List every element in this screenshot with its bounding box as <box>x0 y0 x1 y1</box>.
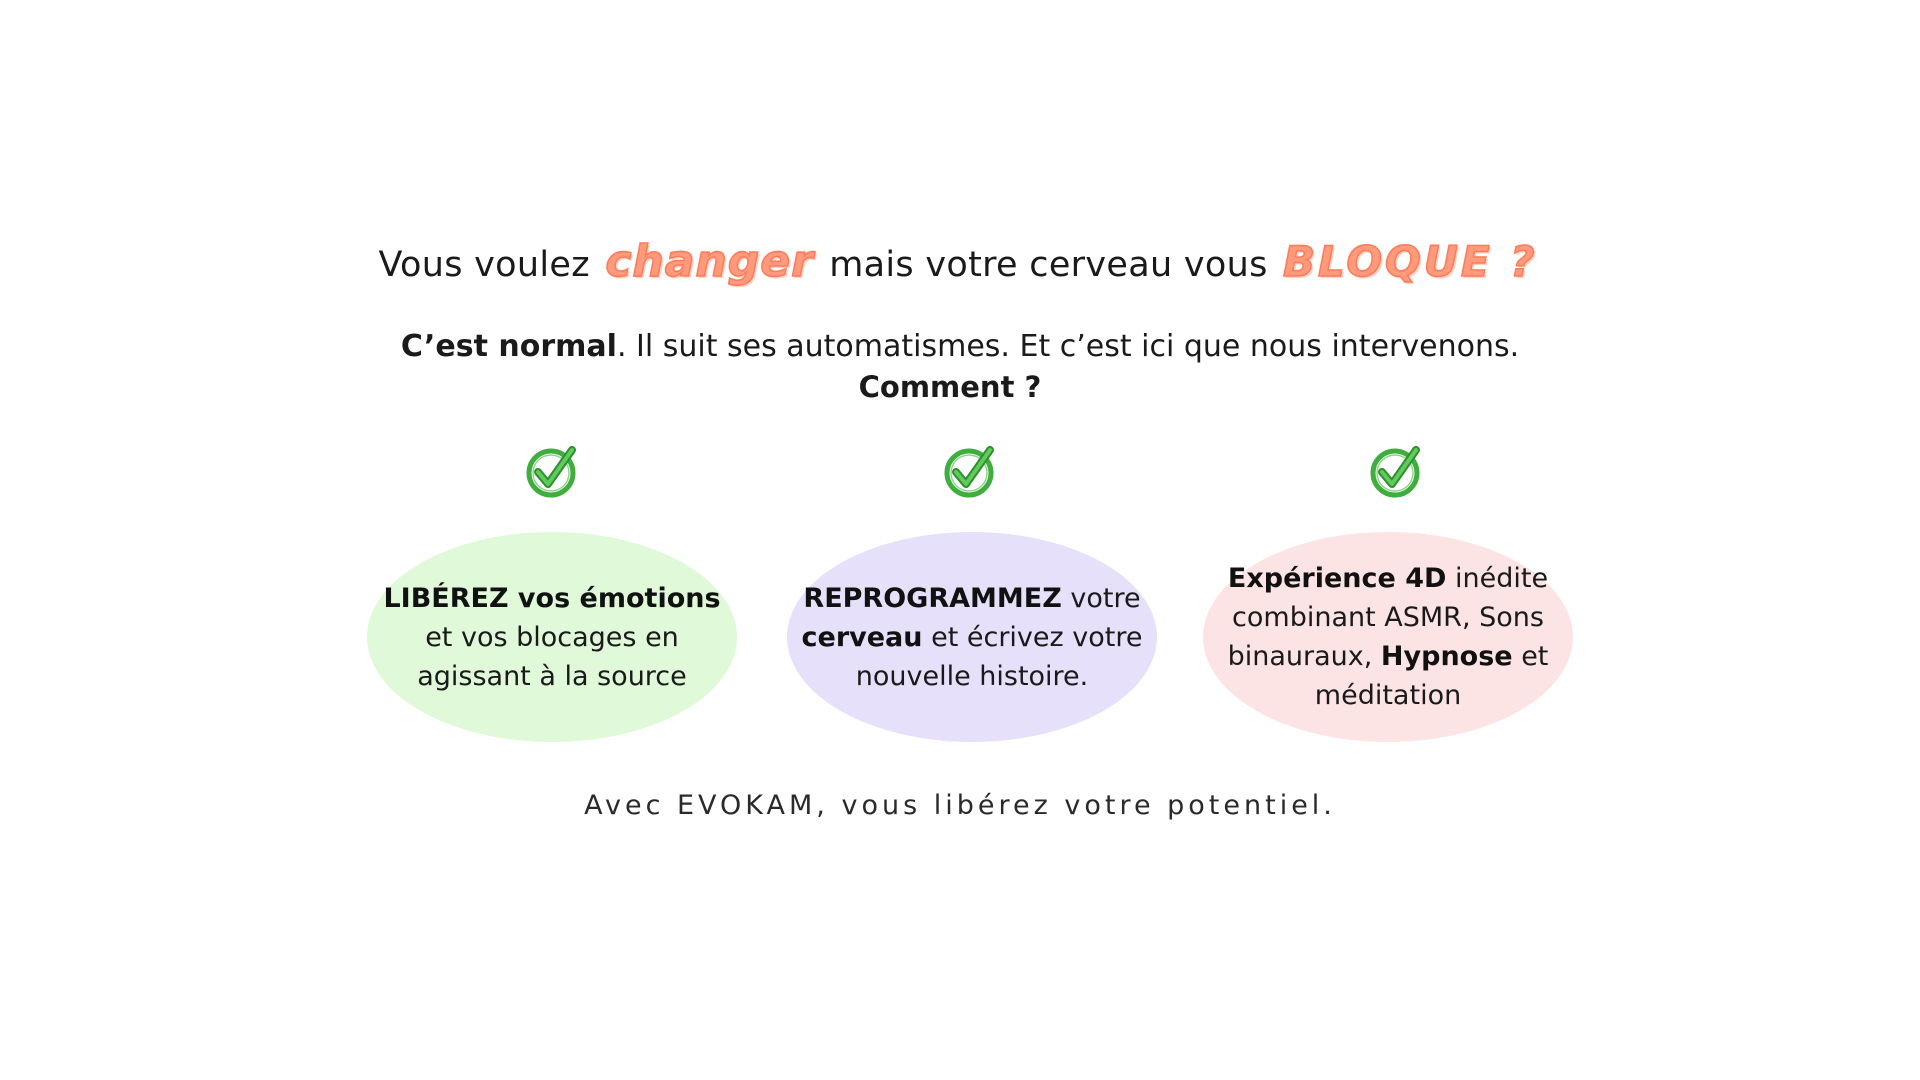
headline-accent-bloque: BLOQUE ? <box>1283 237 1538 286</box>
card-reprogrammez-text1: votre <box>1061 582 1141 614</box>
intro-line <box>0 326 1920 368</box>
card-experience <box>1203 532 1573 742</box>
card-reprogrammez-bold2: cerveau <box>801 621 923 653</box>
card-liberez-line3: agissant à la source <box>417 660 687 692</box>
headline-text-1: Vous voulez <box>378 245 590 285</box>
check-icon <box>524 442 580 498</box>
intro-bold: C’est normal <box>400 329 617 364</box>
card-experience-line4: méditation <box>1314 680 1462 711</box>
card-experience-text <box>1228 559 1549 715</box>
card-reprogrammez-text2: et écrivez votre <box>922 621 1143 653</box>
card-experience-line2: combinant ASMR, Sons <box>1232 602 1544 633</box>
intro-rest: . Il suit ses automatismes. Et c’est ici que nous intervenons. <box>616 329 1520 364</box>
card-experience-text3: binauraux, <box>1227 641 1381 672</box>
card-liberez-text <box>383 579 720 696</box>
card-experience-bold1: Expérience 4D <box>1227 563 1447 594</box>
question-heading: Comment ? <box>858 370 1042 404</box>
card-reprogrammez-bold1: REPROGRAMMEZ <box>803 582 1062 614</box>
check-icon <box>942 442 998 498</box>
card-reprogrammez-line3: nouvelle histoire. <box>855 660 1089 692</box>
card-liberez-bold: LIBÉREZ vos émotions <box>383 582 721 614</box>
check-icon <box>1368 442 1424 498</box>
card-reprogrammez-text <box>802 579 1143 696</box>
card-liberez <box>367 532 737 742</box>
card-experience-bold2: Hypnose <box>1380 641 1513 672</box>
headline-text-2: mais votre cerveau vous <box>829 245 1268 285</box>
card-liberez-line2: et vos blocages en <box>425 621 679 653</box>
card-experience-text1: inédite <box>1446 563 1549 594</box>
headline <box>0 236 1920 287</box>
card-experience-text4: et <box>1512 641 1549 672</box>
tagline: Avec EVOKAM, vous libérez votre potentiel. <box>584 790 1336 821</box>
headline-accent-changer: changer <box>605 236 814 287</box>
card-reprogrammez <box>787 532 1157 742</box>
